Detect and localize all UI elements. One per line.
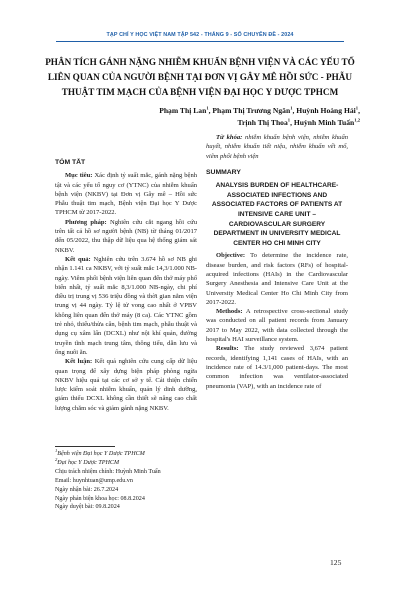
footnote-affil-1 (55, 447, 197, 459)
author-2: Phạm Thị Trương Ngân (212, 106, 291, 115)
left-column (55, 158, 197, 413)
author-sep: , (292, 106, 297, 115)
corresponding-author: Chịu trách nhiệm chính: Huỳnh Minh Tuấn (55, 468, 161, 475)
conclusion-paragraph-vi (55, 357, 197, 413)
keywords-label-vi: Từ khóa: (216, 134, 243, 141)
footnote-sup-1: 1 (55, 447, 58, 453)
author-sep: , (358, 106, 360, 115)
results-text-vi: Nghiên cứu trên 3.674 hồ sơ NB ghi nhận 1.141 ca NKBV, với tỷ suất mắc 14,3/1.000 NB-ngày. Viêm phổi bệnh viện liên quan đến thở máy phổ biến nhất, tỷ suất mắc 8,3/1.000 NB-ngày, chi phí điều trị trung vị 536 triệu đồng và thời gian nằm viện trung vị 44 ngày. Tỷ lệ tử vong cao nhất ở VPBV không liên quan đến thở máy (8 ca). Các YTNC gồm trẻ nhỏ, thiếu/thừa cân, bệnh tim mạch, phẫu thuật và dụng cụ xâm lấn (DCXL) như nội khí quản, đường truyền tĩnh mạch trung tâm, thông tiểu, dẫn lưu và ống nuôi ăn. (55, 255, 197, 356)
author-4-affil: 1 (287, 116, 291, 122)
right-column (206, 133, 348, 391)
abstract-heading-vi: TÓM TẮT (55, 159, 86, 166)
author-row-2 (60, 117, 360, 129)
results-label-vi: Kết quả: (65, 255, 91, 263)
journal-header: TẠP CHÍ Y HỌC VIỆT NAM TẬP 542 - THÁNG 9 - SỐ CHUYÊN ĐỀ - 2024 (106, 32, 294, 38)
keywords-text-vi: nhiễm khuẩn bệnh viện, nhiễm khuẩn huyết, nhiễm khuẩn tiết niệu, nhiễm khuẩn vết mổ, viêm phổi bệnh viện (206, 134, 349, 160)
author-list (60, 105, 360, 128)
objective-text-en: To determine the incidence rate, disease burden, and risk factors (RFs) of hospital-acquired infections (HAIs) in the Cardiovascular Surgery Anesthesia and Intensive Care Unit at the University Medical Center Ho Chi Minh City from 2017-2022. (206, 252, 348, 306)
results-text-en: The study reviewed 3,674 patient records, identifying 1,141 cases of HAIs, with an incidence rate of 14.3/1,000 patient-days. The most common infection was ventilator-associated pneumonia (VAP), with an incidence rate of (206, 345, 348, 390)
results-label-en: Results: (216, 345, 239, 353)
author-sep: , (290, 117, 294, 127)
methods-text-vi: Nghiên cứu cắt ngang hồi cứu trên tất cả hồ sơ người bệnh (NB) từ tháng 01/2017 đến 05/2022, thu thập dữ liệu qua hệ thống giám sát NKBV. (55, 218, 198, 254)
article-title-en: ANALYSIS BURDEN OF HEALTHCARE-ASSOCIATED INFECTIONS AND ASSOCIATED FACTORS OF PATIENTS AT INTENSIVE CARE UNIT – CARDIOVASCULAR SURGERY DEPARTMENT IN UNIVERSITY MEDICAL CENTER HO CHI MINH CITY (211, 182, 343, 247)
author-3-affil: 1 (355, 105, 359, 111)
page-number: 125 (330, 558, 342, 567)
methods-label-vi: Phương pháp: (65, 218, 107, 226)
date-received: Ngày nhận bài: 26.7.2024 (55, 486, 119, 493)
footnote-affil-2-text: Đại học Y Dược TPHCM (57, 459, 120, 466)
results-paragraph-vi (55, 255, 197, 357)
objective-text-vi: Xác định tỷ suất mắc, gánh nặng bệnh tật và các yếu tố nguy cơ (YTNC) của nhiễm khuẩn bệnh viện (NKBV) tại Đơn vị Gây mê – Hồi sức Phẫu thuật tim mạch, Bệnh viện Đại học Y Dược TPHCM từ 2017-2022. (55, 172, 197, 217)
conclusion-text-vi: Kết quả nghiên cứu cung cấp dữ liệu quan trọng để xây dựng biện pháp phòng ngừa NKBV hiệu quả tại các cơ sở y tế. Cải thiện chiến lược kiểm soát nhiễm khuẩn, quản lý dinh dưỡng, giám thiểu DCXL không cần thiết sẽ nâng cao chất lượng chăm sóc và giảm gánh nặng NKBV. (55, 358, 197, 412)
methods-paragraph-vi (55, 218, 197, 255)
date-reviewed: Ngày phản biện khoa học: 08.8.2024 (55, 495, 145, 502)
author-1: Phạm Thị Lan (159, 106, 207, 115)
date-accepted: Ngày duyệt bài: 09.8.2024 (55, 504, 120, 511)
author-5-affil: 1,2 (354, 116, 360, 122)
footnote-rule (55, 446, 115, 447)
conclusion-label-vi: Kết luận: (65, 358, 93, 366)
author-4: Trịnh Thị Thoa (237, 117, 288, 127)
footnotes (55, 446, 197, 512)
author-5: Huỳnh Minh Tuấn (293, 117, 355, 127)
author-row-1 (60, 105, 360, 117)
header-rule (56, 41, 344, 42)
objective-label-vi: Mục tiêu: (65, 172, 93, 180)
results-paragraph-en (206, 344, 348, 390)
author-1-affil: 1 (206, 105, 209, 111)
article-title-vi: PHÂN TÍCH GÁNH NẶNG NHIỄM KHUẨN BỆNH VIỆN VÀ CÁC YẾU TỐ LIÊN QUAN CỦA NGƯỜI BỆNH TẠI ĐƠN VỊ GÂY MÊ HỒI SỨC - PHẪU THUẬT TIM MẠCH CỦA BỆNH VIỆN ĐẠI HỌC Y DƯỢC TPHCM (45, 57, 355, 97)
methods-label-en: Methods: (216, 308, 243, 316)
corresponding-email: Email: huynhtuan@ump.edu.vn (55, 477, 133, 484)
objective-paragraph-vi (55, 171, 197, 217)
footnote-affil-2 (55, 456, 197, 468)
footnote-affil-1-text: Bệnh viện Đại học Y Dược TPHCM (57, 451, 145, 457)
objective-paragraph-en (206, 251, 348, 307)
author-3: Huỳnh Hoàng Hải (296, 106, 356, 115)
footnote-sup-2: 2 (55, 456, 58, 462)
keywords-paragraph-vi (206, 133, 348, 161)
author-sep: , (208, 106, 213, 115)
author-2-affil: 1 (290, 105, 293, 111)
abstract-heading-en: SUMMARY (206, 168, 241, 176)
methods-paragraph-en (206, 307, 348, 344)
methods-text-en: A retrospective cross-sectional study was conducted on all patient records from January 2017 to May 2022, with data collected through the hospital's HAI surveillance system. (206, 308, 348, 344)
objective-label-en: Objective: (216, 252, 246, 260)
